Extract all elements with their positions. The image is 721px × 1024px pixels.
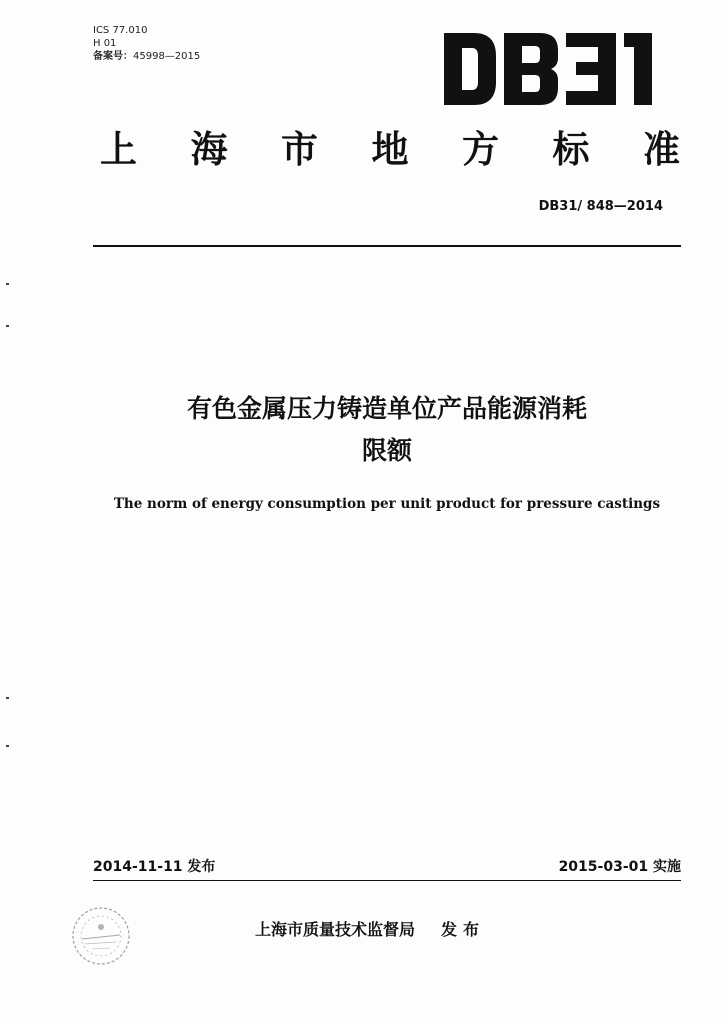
archive-label: 备案号： xyxy=(93,51,133,62)
publisher-verb: 发布 xyxy=(441,920,486,939)
scan-mark xyxy=(6,325,9,327)
document-title-line1: 有色金属压力铸造单位产品能源消耗 xyxy=(186,394,587,423)
archive-number: 45998—2015 xyxy=(133,51,201,62)
logo-digit-1 xyxy=(624,33,652,105)
title-char: 地 xyxy=(371,128,409,171)
scan-mark xyxy=(6,283,9,285)
db31-logo-icon xyxy=(440,30,672,108)
title-char: 方 xyxy=(462,128,499,171)
title-char: 准 xyxy=(643,128,680,171)
publisher-name: 上海市质量技术监督局 xyxy=(255,920,416,939)
title-char: 标 xyxy=(552,128,590,171)
scan-mark xyxy=(6,697,9,699)
classification-info xyxy=(93,24,200,63)
standard-type-title xyxy=(100,128,680,172)
standard-number: DB31/ 848—2014 xyxy=(538,199,663,214)
ccs-code: H 01 xyxy=(93,38,117,49)
publisher xyxy=(255,917,485,940)
document-title-line2: 限额 xyxy=(361,436,412,465)
document-title xyxy=(93,388,681,472)
implementation-date: 2015-03-01 实施 xyxy=(558,859,681,875)
top-divider xyxy=(93,245,681,247)
title-char: 上 xyxy=(100,128,137,171)
ics-code: ICS 77.010 xyxy=(93,25,148,36)
issue-date: 2014-11-11 发布 xyxy=(93,859,216,875)
title-char: 海 xyxy=(190,128,228,171)
logo-letter-b xyxy=(504,33,558,105)
title-char: 市 xyxy=(281,128,318,171)
scan-mark xyxy=(6,745,9,747)
logo-digit-3 xyxy=(566,33,616,105)
logo-letter-d xyxy=(444,33,496,105)
archive-line xyxy=(93,50,200,63)
official-seal-icon xyxy=(70,905,132,967)
bottom-divider xyxy=(93,880,681,881)
document-title-english: The norm of energy consumption per unit product for pressure castings xyxy=(113,496,661,512)
